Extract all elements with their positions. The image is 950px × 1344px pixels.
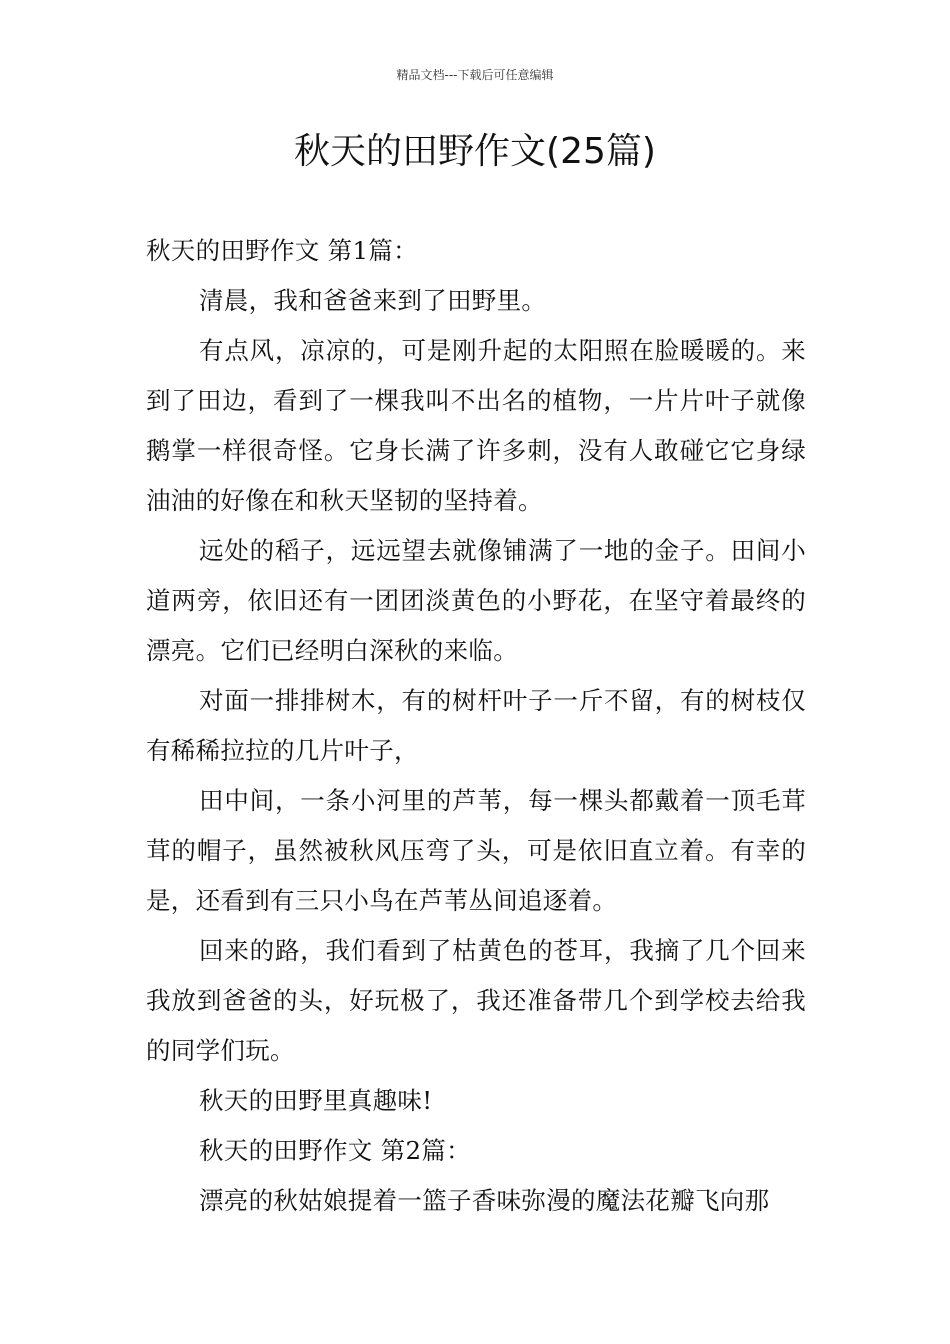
paragraph-6: 回来的路，我们看到了枯黄色的苍耳，我摘了几个回来我放到爸爸的头，好玩极了，我还准备带几个到学校去给我的同学们玩。 xyxy=(146,936,806,1065)
paragraph-3: 远处的稻子，远远望去就像铺满了一地的金子。田间小道两旁，依旧还有一团团淡黄色的小野花，在坚守着最终的漂亮。它们已经明白深秋的来临。 xyxy=(146,536,806,665)
paragraph-7: 秋天的田野里真趣味! xyxy=(199,1086,433,1115)
paragraph-5: 田中间，一条小河里的芦苇，每一棵头都戴着一顶毛茸茸的帽子，虽然被秋风压弯了头，可是依旧直立着。有幸的是，还看到有三只小鸟在芦苇丛间追逐着。 xyxy=(146,786,806,915)
paragraph-0: 秋天的田野作文 第1篇： xyxy=(146,236,418,265)
paragraph-2: 有点风，凉凉的，可是刚升起的太阳照在脸暖暖的。来到了田边，看到了一棵我叫不出名的植物，一片片叶子就像鹅掌一样很奇怪。它身长满了许多刺，没有人敢碰它它身绿油油的好像在和秋天坚韧的坚持着。 xyxy=(146,336,806,515)
paragraph-9: 漂亮的秋姑娘提着一篮子香味弥漫的魔法花瓣飞向那 xyxy=(199,1186,770,1215)
paragraph-4: 对面一排排树木，有的树杆叶子一斤不留，有的树枝仅有稀稀拉拉的几片叶子， xyxy=(146,686,806,765)
document-title: 秋天的田野作文(25篇) xyxy=(294,131,656,172)
paragraph-1: 清晨，我和爸爸来到了田野里。 xyxy=(199,286,547,315)
document-body xyxy=(146,226,806,1226)
page-header: 精品文档---下载后可任意编辑 xyxy=(396,68,554,82)
paragraph-8: 秋天的田野作文 第2篇： xyxy=(199,1136,471,1165)
